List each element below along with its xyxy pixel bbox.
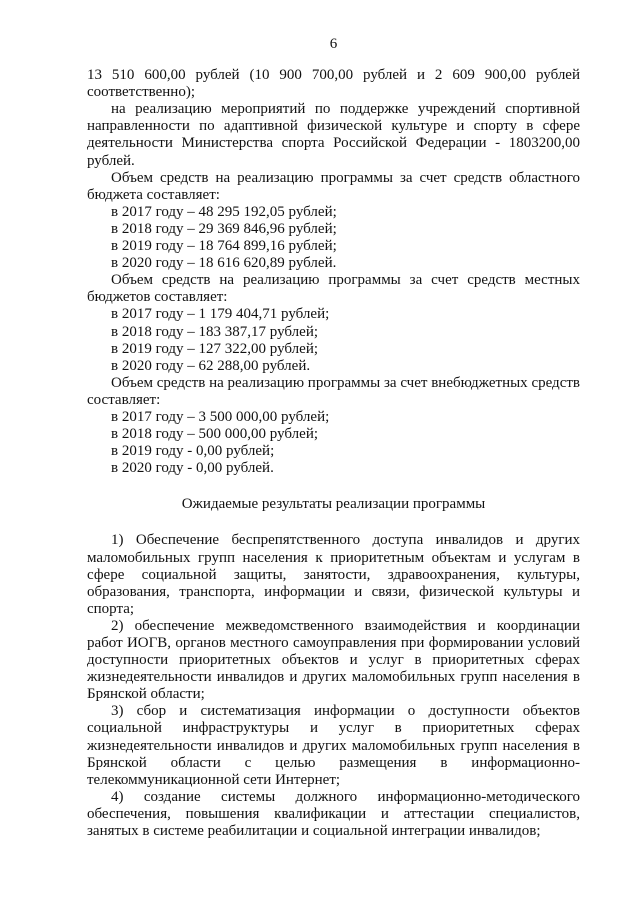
result-item: 2) обеспечение межведомственного взаимодействия и координации работ ИОГВ, органов местного самоуправления при формировании условий доступности приоритетных объектов и услуг в приоритетных сферах жизнедеятельности инвалидов и других маломобильных групп населения в Брянской области; xyxy=(87,617,580,703)
continued-amount-line: 13 510 600,00 рублей (10 900 700,00 рублей и 2 609 900,00 рублей соответственно); xyxy=(87,67,580,101)
extrabudgetary-intro: Объем средств на реализацию программы за счет внебюджетных средств составляет: xyxy=(87,374,580,408)
sport-funding-paragraph: на реализацию мероприятий по поддержке учреждений спортивной направленности по адаптивной физической культуре и спорту в сфере деятельности Министерства спорта Российской Федерации - 1803200,00 рублей. xyxy=(87,101,580,169)
result-item: 3) сбор и систематизация информации о доступности объектов социальной инфраструктуры и услуг в приоритетных сферах жизнедеятельности инвалидов и других маломобильных групп населения в Брянской области с целью размещения в информационно-телекоммуникационной сети Интернет; xyxy=(87,703,580,788)
results-heading: Ожидаемые результаты реализации программы xyxy=(181,496,486,513)
regional-budget-item: в 2019 году – 18 764 899,16 рублей; xyxy=(111,238,337,255)
extrabudgetary-item: в 2019 году - 0,00 рублей; xyxy=(111,443,275,460)
extrabudgetary-item: в 2017 году – 3 500 000,00 рублей; xyxy=(111,408,330,425)
regional-budget-item: в 2018 году – 29 369 846,96 рублей; xyxy=(111,220,337,237)
local-budget-item: в 2017 году – 1 179 404,71 рублей; xyxy=(111,306,330,323)
local-budget-item: в 2018 году – 183 387,17 рублей; xyxy=(111,323,319,340)
extrabudgetary-item: в 2020 году - 0,00 рублей. xyxy=(111,460,274,477)
result-item: 4) создание системы должного информационно-методического обеспечения, повышения квалификации и аттестации специалистов, занятых в системе реабилитации и социальной интеграции инвалидов; xyxy=(87,788,580,840)
result-item: 1) Обеспечение беспрепятственного доступа инвалидов и других маломобильных групп населения к приоритетным объектам и услугам в сфере социальной защиты, занятости, здравоохранения, культуры, образования, транспорта, информации и связи, физической культуры и спорта; xyxy=(87,532,580,617)
local-budget-intro: Объем средств на реализацию программы за счет средств местных бюджетов составляет: xyxy=(87,272,580,306)
regional-budget-intro: Объем средств на реализацию программы за счет средств областного бюджета составляет: xyxy=(87,169,580,203)
extrabudgetary-item: в 2018 году – 500 000,00 рублей; xyxy=(111,426,319,443)
regional-budget-item: в 2017 году – 48 295 192,05 рублей; xyxy=(111,203,337,220)
regional-budget-item: в 2020 году – 18 616 620,89 рублей. xyxy=(111,255,337,272)
local-budget-item: в 2020 году – 62 288,00 рублей. xyxy=(111,357,311,374)
page-number: 6 xyxy=(329,36,338,52)
local-budget-item: в 2019 году – 127 322,00 рублей; xyxy=(111,340,319,357)
